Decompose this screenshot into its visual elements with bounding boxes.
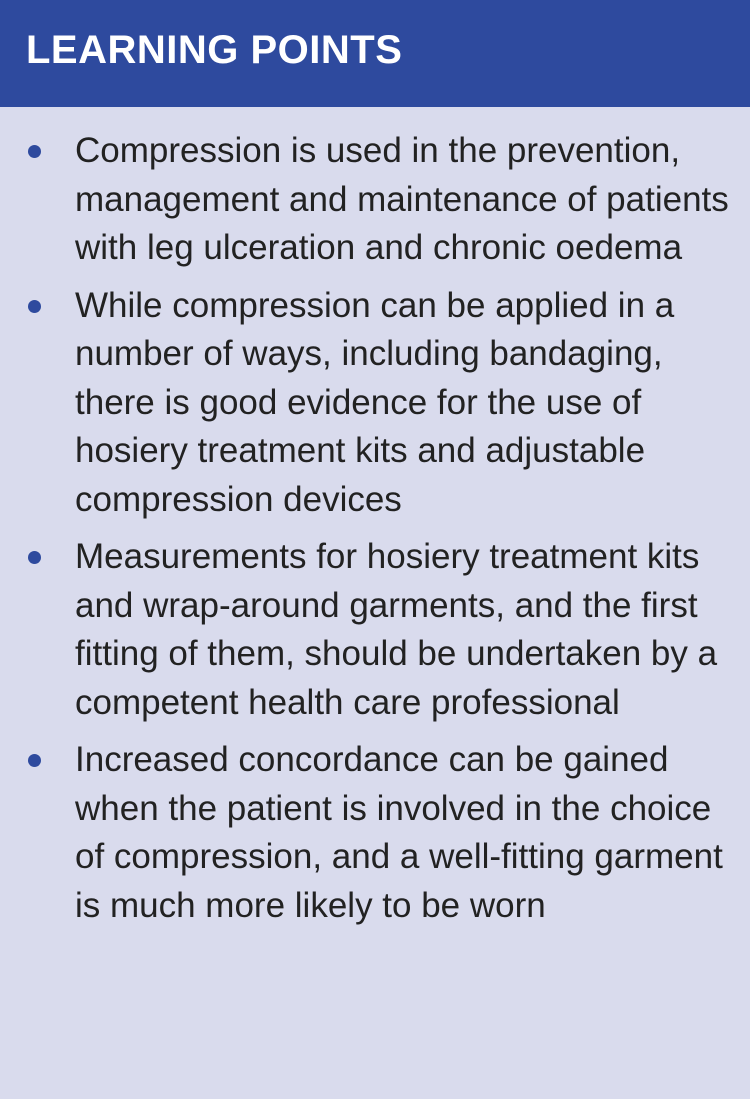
learning-point-text: Increased concordance can be gained when the patient is involved in the choice of compression, and a well-fitting garment is much more likely to be worn bbox=[75, 740, 723, 925]
learning-point-item bbox=[0, 282, 750, 525]
bullet-icon bbox=[28, 145, 41, 158]
bullet-icon bbox=[28, 551, 41, 564]
learning-points-title: LEARNING POINTS bbox=[26, 28, 403, 72]
bullet-icon bbox=[28, 300, 41, 313]
bullet-icon bbox=[28, 754, 41, 767]
learning-point-text: Measurements for hosiery treatment kits and wrap-around garments, and the first fitting of them, should be undertaken by a competent health care professional bbox=[75, 537, 718, 722]
learning-points-list bbox=[0, 107, 750, 930]
learning-point-item bbox=[0, 533, 750, 727]
learning-point-text: While compression can be applied in a number of ways, including bandaging, there is good evidence for the use of hosiery treatment kits and adjustable compression devices bbox=[75, 285, 675, 519]
learning-points-header bbox=[0, 0, 750, 107]
learning-point-item bbox=[0, 127, 750, 273]
learning-point-text: Compression is used in the prevention, management and maintenance of patients with leg ulceration and chronic oedema bbox=[75, 131, 729, 267]
learning-point-item bbox=[0, 736, 750, 930]
